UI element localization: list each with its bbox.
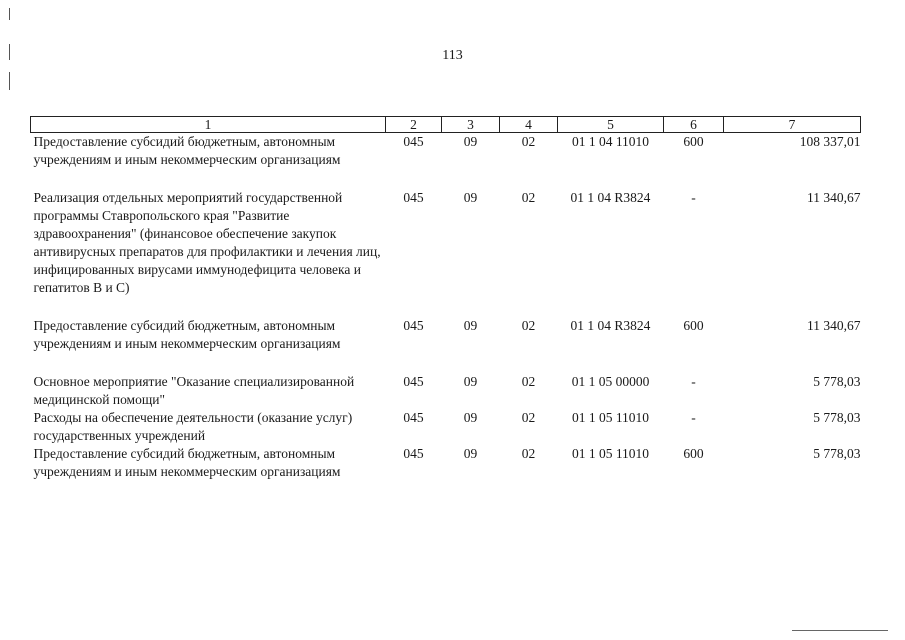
scan-edge-mark [9,72,10,90]
cell-section: 09 [463,374,478,389]
row-name: Предоставление субсидий бюджетным, автономным учреждениям и иным некоммерческим организациям [33,446,341,479]
column-header: 7 [724,117,861,133]
cell-target-article: 01 1 04 11010 [571,134,650,149]
cell-ministry-code: 045 [403,190,424,205]
cell-amount: 108 337,01 [799,134,861,149]
table-row [31,317,861,373]
cell-expense-type: 600 [683,318,704,333]
column-header: 3 [442,117,500,133]
cell-expense-type: 600 [683,134,704,149]
cell-expense-type: - [691,190,696,205]
row-name: Основное мероприятие "Оказание специализированной медицинской помощи" [33,374,355,407]
cell-amount: 5 778,03 [813,374,861,389]
cell-subsection: 02 [521,446,536,461]
cell-amount: 5 778,03 [813,446,861,461]
cell-target-article: 01 1 04 R3824 [570,190,651,205]
row-name: Реализация отдельных мероприятий государственной программы Ставропольского края "Развитие здравоохранения" (финансовое обеспечение закупок антивирусных препаратов для профилактики и лечения лиц, инфицированных вирусами иммунодефицита человека и гепатитов В и С) [33,190,381,295]
cell-target-article: 01 1 05 11010 [571,446,650,461]
cell-ministry-code: 045 [403,410,424,425]
cell-expense-type: - [691,410,696,425]
cell-section: 09 [463,190,478,205]
cell-target-article: 01 1 04 R3824 [570,318,651,333]
table-header-row [31,117,861,133]
cell-target-article: 01 1 05 00000 [571,374,650,389]
table-row [31,409,861,445]
cell-section: 09 [463,318,478,333]
cell-section: 09 [463,410,478,425]
table-row [31,133,861,190]
cell-ministry-code: 045 [403,134,424,149]
row-name: Предоставление субсидий бюджетным, автономным учреждениям и иным некоммерческим организациям [33,318,341,351]
cell-subsection: 02 [521,134,536,149]
table-row [31,373,861,409]
cell-section: 09 [463,446,478,461]
cell-amount: 11 340,67 [807,190,861,205]
cell-subsection: 02 [521,318,536,333]
cell-expense-type: - [691,374,696,389]
table-row [31,189,861,317]
cell-subsection: 02 [521,374,536,389]
column-header: 2 [386,117,442,133]
cell-amount: 5 778,03 [813,410,861,425]
cell-amount: 11 340,67 [807,318,861,333]
page-number: 113 [442,48,463,63]
column-header: 4 [500,117,558,133]
column-header: 6 [664,117,724,133]
cell-subsection: 02 [521,410,536,425]
scan-edge-mark [9,8,10,20]
row-name: Расходы на обеспечение деятельности (оказание услуг) государственных учреждений [33,410,353,443]
cell-section: 09 [463,134,478,149]
cell-ministry-code: 045 [403,446,424,461]
table-row [31,445,861,481]
cell-target-article: 01 1 05 11010 [571,410,650,425]
cell-expense-type: 600 [683,446,704,461]
scan-bottom-line [792,630,888,631]
column-header: 5 [558,117,664,133]
budget-table [30,116,861,481]
row-name: Предоставление субсидий бюджетным, автономным учреждениям и иным некоммерческим организациям [33,134,341,167]
column-header: 1 [31,117,386,133]
cell-ministry-code: 045 [403,374,424,389]
cell-subsection: 02 [521,190,536,205]
cell-ministry-code: 045 [403,318,424,333]
